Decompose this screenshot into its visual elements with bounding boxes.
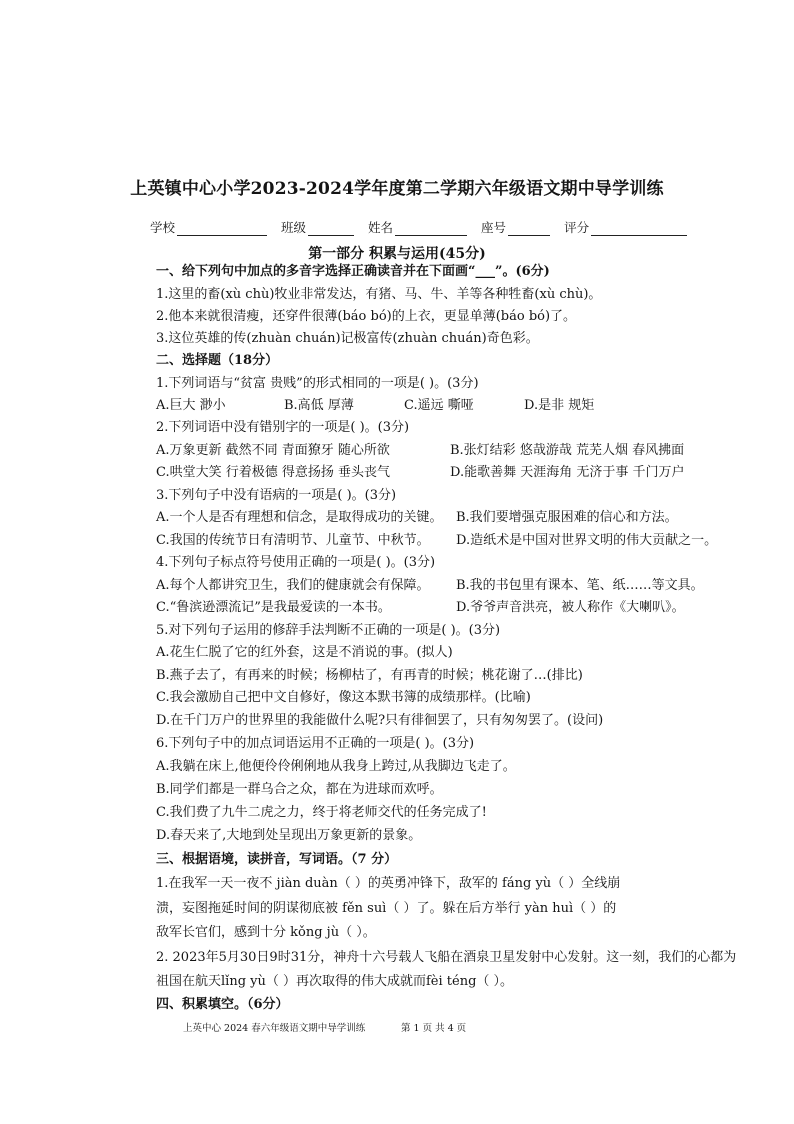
q5-option-b[interactable]: B.燕子去了，有再来的时候；杨柳枯了，有再青的时候；桃花谢了…(排比) [156, 668, 583, 683]
q6-option-c[interactable]: C.我们费了九牛二虎之力，终于将老师交代的任务完成了! [156, 805, 487, 820]
score-label: 评分 [564, 220, 590, 235]
q4-stem: 4.下列句子标点符号使用正确的一项是( )。(3分) [156, 555, 436, 570]
sec1-q3: 3.这位英雄的传(zhuàn chuán)记极富传(zhuàn chuán)奇色彩。 [156, 331, 539, 346]
score-blank[interactable] [591, 221, 687, 236]
q4-option-c[interactable]: C.“鲁滨逊漂流记”是我最爱读的一本书。 [156, 600, 391, 615]
q6-option-d[interactable]: D.春天来了,大地到处呈现出万象更新的景象。 [156, 828, 422, 843]
sec3-p1-line1[interactable]: 1.在我军一天一夜不 jiàn duàn（ ）的英勇冲锋下，敌军的 fáng yù（ ）全线崩 [156, 876, 621, 891]
q2-stem: 2.下列词语中没有错别字的一项是( )。(3分) [156, 420, 410, 435]
class-blank[interactable] [308, 221, 354, 236]
sec3-p2-line1: 2. 2023年5月30日9时31分，神舟十六号载人飞船在酒泉卫星发射中心发射。这一刻，我们的心都为 [156, 950, 737, 965]
q1-option-b[interactable]: B.高低 厚薄 [284, 398, 354, 413]
seat-blank[interactable] [508, 221, 550, 236]
section2-heading: 二、选择题（18分） [156, 353, 279, 368]
q4-option-d[interactable]: D.爷爷声音洪亮，被人称作《大喇叭》。 [456, 600, 685, 615]
sec3-p2-line2[interactable]: 祖国在航天lǐng yù（ ）再次取得的伟大成就而fèi téng（ ）。 [156, 974, 514, 989]
q5-stem: 5.对下列句子运用的修辞手法判断不正确的一项是( )。(3分) [156, 623, 501, 638]
q1-option-c[interactable]: C.遥远 嘶哑 [404, 398, 474, 413]
footer-title: 上英中心 2024 春六年级语文期中导学训练 [183, 1023, 366, 1034]
exam-title: 上英镇中心小学2023-2024学年度第二学期六年级语文期中导学训练 [130, 179, 664, 199]
school-label: 学校 [150, 220, 176, 235]
q2-option-d[interactable]: D.能歌善舞 天涯海角 无济于事 千门万户 [450, 465, 685, 480]
q3-option-b[interactable]: B.我们要增强克服困难的信心和方法。 [456, 510, 678, 525]
q2-option-a[interactable]: A.万象更新 截然不同 青面獠牙 随心所欲 [156, 443, 390, 458]
seat-label: 座号 [481, 220, 507, 235]
q4-option-a[interactable]: A.每个人都讲究卫生，我们的健康就会有保障。 [156, 578, 430, 593]
q6-stem: 6.下列句子中的加点词语运用不正确的一项是( )。(3分) [156, 736, 475, 751]
sec1-q1: 1.这里的畜(xù chù)牧业非常发达，有猪、马、牛、羊等各种牲畜(xù chù)。 [156, 287, 602, 302]
q5-option-a[interactable]: A.花生仁脱了它的红外套，这是不消说的事。(拟人) [156, 645, 453, 660]
student-info-row [150, 218, 710, 236]
q4-option-b[interactable]: B.我的书包里有课本、笔、纸……等文具。 [456, 578, 704, 593]
section1-heading: 一、给下列句中加点的多音字选择正确读音并在下面画“___”。(6分) [156, 264, 550, 279]
q3-stem: 3.下列句子中没有语病的一项是( )。(3分) [156, 488, 397, 503]
q3-option-c[interactable]: C.我国的传统节日有清明节、儿童节、中秋节。 [156, 533, 430, 548]
section4-heading: 四、积累填空。（6分） [156, 997, 289, 1012]
name-label: 姓名 [368, 220, 394, 235]
page-number: 第 1 页 共 4 页 [401, 1023, 467, 1034]
q3-option-d[interactable]: D.造纸术是中国对世界文明的伟大贡献之一。 [456, 533, 718, 548]
q2-option-c[interactable]: C.哄堂大笑 行着极德 得意扬扬 垂头丧气 [156, 465, 391, 480]
q2-option-b[interactable]: B.张灯结彩 悠哉游哉 荒芜人烟 春风拂面 [450, 443, 685, 458]
name-blank[interactable] [395, 221, 467, 236]
sec1-q2: 2.他本来就很清瘦，还穿件很薄(báo bó)的上衣，更显单薄(báo bó)了。 [156, 309, 577, 324]
sec3-p1-line2[interactable]: 溃，妄图拖延时间的阴谋彻底被 fěn suì（ ）了。躲在后方举行 yàn huì（ ）的 [156, 901, 617, 916]
q5-option-d[interactable]: D.在千门万户的世界里的我能做什么呢?只有徘徊罢了，只有匆匆罢了。(设问) [156, 713, 604, 728]
school-blank[interactable] [177, 221, 267, 236]
q5-option-c[interactable]: C.我会激励自己把中文自修好，像这本默书簿的成绩那样。(比喻) [156, 690, 531, 705]
q3-option-a[interactable]: A.一个人是否有理想和信念，是取得成功的关键。 [156, 510, 443, 525]
q6-option-b[interactable]: B.同学们都是一群乌合之众，都在为进球而欢呼。 [156, 782, 443, 797]
class-label: 班级 [281, 220, 307, 235]
q1-stem: 1.下列词语与“贫富 贵贱”的形式相同的一项是( )。(3分) [156, 376, 479, 391]
sec3-p1-line3[interactable]: 敌军长官们，感到十分 kǒng jù（ ）。 [156, 925, 376, 940]
section3-heading: 三、根据语境，读拼音，写词语。（7 分） [156, 852, 398, 867]
q1-option-a[interactable]: A.巨大 渺小 [156, 398, 226, 413]
part1-title: 第一部分 积累与运用(45分) [308, 246, 486, 262]
q6-option-a[interactable]: A.我躺在床上,他便伶伶俐俐地从我身上跨过,从我脚边飞走了。 [156, 759, 516, 774]
q1-option-d[interactable]: D.是非 规矩 [524, 398, 595, 413]
